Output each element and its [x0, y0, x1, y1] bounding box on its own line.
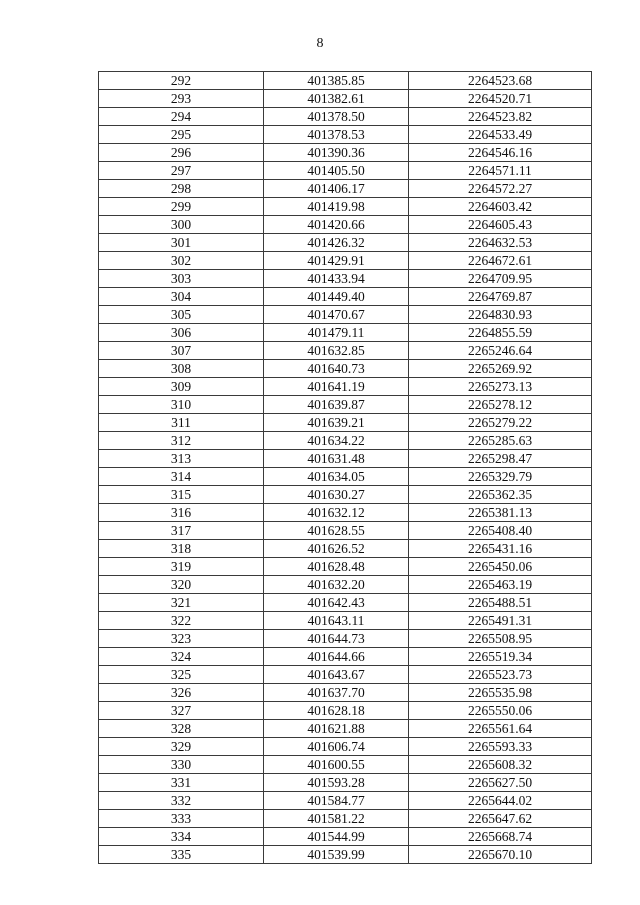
- table-row: [99, 324, 592, 342]
- y-coordinate-cell: 2264523.68: [409, 72, 592, 90]
- point-number-cell: 314: [99, 468, 264, 486]
- point-number-cell: 293: [99, 90, 264, 108]
- table-row: [99, 162, 592, 180]
- table-row: [99, 540, 592, 558]
- point-number-cell: 327: [99, 702, 264, 720]
- table-row: [99, 90, 592, 108]
- table-row: [99, 648, 592, 666]
- table-row: [99, 738, 592, 756]
- y-coordinate-cell: 2264520.71: [409, 90, 592, 108]
- y-coordinate-cell: 2265670.10: [409, 846, 592, 864]
- y-coordinate-cell: 2264546.16: [409, 144, 592, 162]
- y-coordinate-cell: 2265608.32: [409, 756, 592, 774]
- table-row: [99, 468, 592, 486]
- point-number-cell: 297: [99, 162, 264, 180]
- point-number-cell: 326: [99, 684, 264, 702]
- table-row: [99, 252, 592, 270]
- point-number-cell: 331: [99, 774, 264, 792]
- x-coordinate-cell: 401406.17: [264, 180, 409, 198]
- y-coordinate-cell: 2265329.79: [409, 468, 592, 486]
- x-coordinate-cell: 401419.98: [264, 198, 409, 216]
- point-number-cell: 302: [99, 252, 264, 270]
- point-number-cell: 323: [99, 630, 264, 648]
- y-coordinate-cell: 2264571.11: [409, 162, 592, 180]
- y-coordinate-cell: 2265278.12: [409, 396, 592, 414]
- table-row: [99, 414, 592, 432]
- table-row: [99, 684, 592, 702]
- point-number-cell: 335: [99, 846, 264, 864]
- x-coordinate-cell: 401584.77: [264, 792, 409, 810]
- x-coordinate-cell: 401643.67: [264, 666, 409, 684]
- table-row: [99, 306, 592, 324]
- y-coordinate-cell: 2264605.43: [409, 216, 592, 234]
- table-row: [99, 396, 592, 414]
- x-coordinate-cell: 401644.66: [264, 648, 409, 666]
- y-coordinate-cell: 2264632.53: [409, 234, 592, 252]
- x-coordinate-cell: 401642.43: [264, 594, 409, 612]
- table-row: [99, 270, 592, 288]
- y-coordinate-cell: 2265508.95: [409, 630, 592, 648]
- x-coordinate-cell: 401631.48: [264, 450, 409, 468]
- table-row: [99, 828, 592, 846]
- table-row: [99, 522, 592, 540]
- x-coordinate-cell: 401479.11: [264, 324, 409, 342]
- x-coordinate-cell: 401630.27: [264, 486, 409, 504]
- x-coordinate-cell: 401544.99: [264, 828, 409, 846]
- point-number-cell: 325: [99, 666, 264, 684]
- y-coordinate-cell: 2265298.47: [409, 450, 592, 468]
- point-number-cell: 303: [99, 270, 264, 288]
- table-row: [99, 504, 592, 522]
- page-number: 8: [316, 36, 324, 51]
- table-row: [99, 450, 592, 468]
- point-number-cell: 313: [99, 450, 264, 468]
- point-number-cell: 304: [99, 288, 264, 306]
- y-coordinate-cell: 2264709.95: [409, 270, 592, 288]
- point-number-cell: 322: [99, 612, 264, 630]
- point-number-cell: 306: [99, 324, 264, 342]
- x-coordinate-cell: 401634.22: [264, 432, 409, 450]
- y-coordinate-cell: 2265550.06: [409, 702, 592, 720]
- table-row: [99, 486, 592, 504]
- y-coordinate-cell: 2265285.63: [409, 432, 592, 450]
- y-coordinate-cell: 2265668.74: [409, 828, 592, 846]
- table-row: [99, 756, 592, 774]
- x-coordinate-cell: 401641.19: [264, 378, 409, 396]
- y-coordinate-cell: 2265269.92: [409, 360, 592, 378]
- point-number-cell: 300: [99, 216, 264, 234]
- x-coordinate-cell: 401632.20: [264, 576, 409, 594]
- x-coordinate-cell: 401632.12: [264, 504, 409, 522]
- x-coordinate-cell: 401606.74: [264, 738, 409, 756]
- table-row: [99, 774, 592, 792]
- coordinates-table-body: [99, 72, 592, 864]
- point-number-cell: 312: [99, 432, 264, 450]
- y-coordinate-cell: 2265408.40: [409, 522, 592, 540]
- table-row: [99, 576, 592, 594]
- y-coordinate-cell: 2265561.64: [409, 720, 592, 738]
- x-coordinate-cell: 401628.55: [264, 522, 409, 540]
- x-coordinate-cell: 401621.88: [264, 720, 409, 738]
- point-number-cell: 316: [99, 504, 264, 522]
- table-row: [99, 612, 592, 630]
- y-coordinate-cell: 2264533.49: [409, 126, 592, 144]
- x-coordinate-cell: 401429.91: [264, 252, 409, 270]
- y-coordinate-cell: 2265488.51: [409, 594, 592, 612]
- point-number-cell: 311: [99, 414, 264, 432]
- point-number-cell: 317: [99, 522, 264, 540]
- table-row: [99, 846, 592, 864]
- table-row: [99, 432, 592, 450]
- table-row: [99, 216, 592, 234]
- point-number-cell: 299: [99, 198, 264, 216]
- x-coordinate-cell: 401628.18: [264, 702, 409, 720]
- y-coordinate-cell: 2265381.13: [409, 504, 592, 522]
- point-number-cell: 319: [99, 558, 264, 576]
- table-row: [99, 126, 592, 144]
- table-row: [99, 792, 592, 810]
- point-number-cell: 307: [99, 342, 264, 360]
- y-coordinate-cell: 2265491.31: [409, 612, 592, 630]
- x-coordinate-cell: 401626.52: [264, 540, 409, 558]
- y-coordinate-cell: 2264523.82: [409, 108, 592, 126]
- table-row: [99, 288, 592, 306]
- x-coordinate-cell: 401581.22: [264, 810, 409, 828]
- point-number-cell: 328: [99, 720, 264, 738]
- x-coordinate-cell: 401600.55: [264, 756, 409, 774]
- y-coordinate-cell: 2265273.13: [409, 378, 592, 396]
- y-coordinate-cell: 2265519.34: [409, 648, 592, 666]
- x-coordinate-cell: 401637.70: [264, 684, 409, 702]
- table-row: [99, 558, 592, 576]
- point-number-cell: 298: [99, 180, 264, 198]
- table-row: [99, 594, 592, 612]
- x-coordinate-cell: 401449.40: [264, 288, 409, 306]
- y-coordinate-cell: 2264572.27: [409, 180, 592, 198]
- y-coordinate-cell: 2264855.59: [409, 324, 592, 342]
- table-row: [99, 702, 592, 720]
- table-row: [99, 144, 592, 162]
- table-row: [99, 666, 592, 684]
- point-number-cell: 292: [99, 72, 264, 90]
- point-number-cell: 318: [99, 540, 264, 558]
- table-row: [99, 630, 592, 648]
- point-number-cell: 320: [99, 576, 264, 594]
- point-number-cell: 308: [99, 360, 264, 378]
- y-coordinate-cell: 2265362.35: [409, 486, 592, 504]
- table-row: [99, 198, 592, 216]
- y-coordinate-cell: 2265463.19: [409, 576, 592, 594]
- point-number-cell: 301: [99, 234, 264, 252]
- y-coordinate-cell: 2265593.33: [409, 738, 592, 756]
- x-coordinate-cell: 401420.66: [264, 216, 409, 234]
- x-coordinate-cell: 401639.87: [264, 396, 409, 414]
- x-coordinate-cell: 401378.53: [264, 126, 409, 144]
- x-coordinate-cell: 401382.61: [264, 90, 409, 108]
- x-coordinate-cell: 401539.99: [264, 846, 409, 864]
- point-number-cell: 329: [99, 738, 264, 756]
- y-coordinate-cell: 2265279.22: [409, 414, 592, 432]
- y-coordinate-cell: 2265647.62: [409, 810, 592, 828]
- x-coordinate-cell: 401628.48: [264, 558, 409, 576]
- x-coordinate-cell: 401632.85: [264, 342, 409, 360]
- table-row: [99, 342, 592, 360]
- point-number-cell: 321: [99, 594, 264, 612]
- y-coordinate-cell: 2265431.16: [409, 540, 592, 558]
- table-row: [99, 108, 592, 126]
- x-coordinate-cell: 401640.73: [264, 360, 409, 378]
- point-number-cell: 305: [99, 306, 264, 324]
- x-coordinate-cell: 401593.28: [264, 774, 409, 792]
- table-row: [99, 810, 592, 828]
- x-coordinate-cell: 401385.85: [264, 72, 409, 90]
- table-row: [99, 378, 592, 396]
- table-row: [99, 234, 592, 252]
- point-number-cell: 324: [99, 648, 264, 666]
- y-coordinate-cell: 2265450.06: [409, 558, 592, 576]
- point-number-cell: 333: [99, 810, 264, 828]
- point-number-cell: 330: [99, 756, 264, 774]
- x-coordinate-cell: 401433.94: [264, 270, 409, 288]
- x-coordinate-cell: 401426.32: [264, 234, 409, 252]
- y-coordinate-cell: 2264672.61: [409, 252, 592, 270]
- y-coordinate-cell: 2264603.42: [409, 198, 592, 216]
- y-coordinate-cell: 2264769.87: [409, 288, 592, 306]
- x-coordinate-cell: 401639.21: [264, 414, 409, 432]
- table-row: [99, 72, 592, 90]
- y-coordinate-cell: 2265644.02: [409, 792, 592, 810]
- x-coordinate-cell: 401378.50: [264, 108, 409, 126]
- x-coordinate-cell: 401643.11: [264, 612, 409, 630]
- point-number-cell: 295: [99, 126, 264, 144]
- point-number-cell: 294: [99, 108, 264, 126]
- point-number-cell: 309: [99, 378, 264, 396]
- y-coordinate-cell: 2264830.93: [409, 306, 592, 324]
- coordinates-table: [98, 71, 592, 864]
- y-coordinate-cell: 2265535.98: [409, 684, 592, 702]
- point-number-cell: 332: [99, 792, 264, 810]
- x-coordinate-cell: 401470.67: [264, 306, 409, 324]
- x-coordinate-cell: 401634.05: [264, 468, 409, 486]
- y-coordinate-cell: 2265246.64: [409, 342, 592, 360]
- y-coordinate-cell: 2265627.50: [409, 774, 592, 792]
- table-row: [99, 720, 592, 738]
- x-coordinate-cell: 401405.50: [264, 162, 409, 180]
- table-row: [99, 180, 592, 198]
- table-row: [99, 360, 592, 378]
- point-number-cell: 296: [99, 144, 264, 162]
- point-number-cell: 334: [99, 828, 264, 846]
- point-number-cell: 310: [99, 396, 264, 414]
- y-coordinate-cell: 2265523.73: [409, 666, 592, 684]
- x-coordinate-cell: 401644.73: [264, 630, 409, 648]
- point-number-cell: 315: [99, 486, 264, 504]
- x-coordinate-cell: 401390.36: [264, 144, 409, 162]
